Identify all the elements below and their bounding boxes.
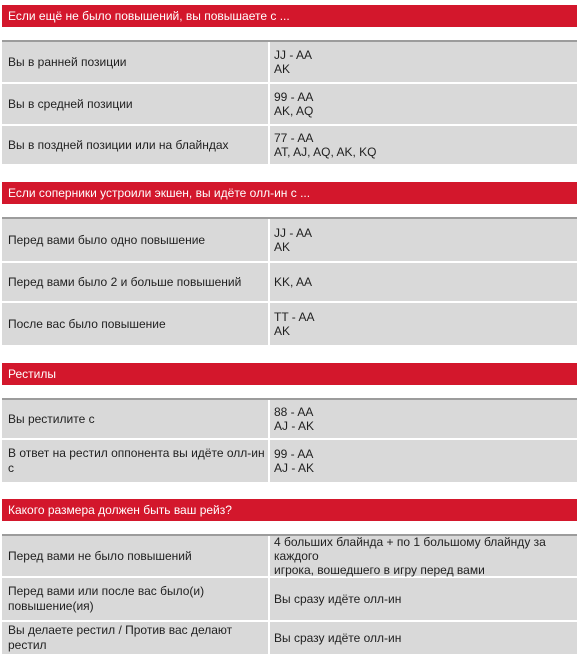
row-value (270, 400, 577, 438)
table-row (2, 622, 577, 654)
table-row (2, 578, 577, 622)
label-line: повышение(ия) (8, 599, 94, 613)
row-label: Вы делаете рестил / Против вас делают рестил (2, 622, 270, 654)
row-value (270, 536, 577, 576)
value-line: KK, AA (274, 275, 313, 289)
row-value (270, 263, 577, 301)
row-value (270, 578, 577, 620)
section-resteals (2, 363, 577, 482)
row-value (270, 126, 577, 164)
value-line: 99 - AA (274, 90, 314, 104)
value-line: 77 - AA (274, 131, 314, 145)
table-row (2, 42, 577, 84)
section-header: Если ещё не было повышений, вы повышаете с ... (2, 5, 577, 27)
value-line: 88 - AA (274, 405, 314, 419)
section-table (2, 534, 577, 654)
value-line: 99 - AA (274, 447, 314, 461)
row-value (270, 42, 577, 82)
value-line: JJ - AA (274, 226, 313, 240)
value-line: AK (274, 240, 291, 254)
row-value (270, 440, 577, 482)
row-label: Вы в средней позиции (2, 84, 270, 124)
row-label: Перед вами было 2 и больше повышений (2, 263, 270, 301)
value-line: JJ - AA (274, 48, 313, 62)
row-label: Вы в ранней позиции (2, 42, 270, 82)
table-row (2, 263, 577, 303)
row-label: Вы в поздней позиции или на блайндах (2, 126, 270, 164)
row-value (270, 219, 577, 261)
section-table (2, 40, 577, 164)
table-row (2, 126, 577, 164)
value-line: AJ - AK (274, 461, 315, 475)
row-value (270, 303, 577, 345)
value-line: AK (274, 62, 291, 76)
section-raise-size (2, 499, 577, 654)
section-header: Какого размера должен быть ваш рейз? (2, 499, 577, 521)
section-header: Рестилы (2, 363, 577, 385)
section-open-raise (2, 5, 577, 164)
row-label: В ответ на рестил оппонента вы идёте олл-ин с (2, 440, 270, 482)
row-label: Перед вами не было повышений (2, 536, 270, 576)
row-label (2, 578, 270, 620)
label-line: Перед вами или после вас было(и) (8, 584, 205, 598)
section-table (2, 217, 577, 345)
table-row (2, 84, 577, 126)
value-line: Вы сразу идёте олл-ин (274, 592, 402, 606)
row-label: После вас было повышение (2, 303, 270, 345)
value-line: AK, AQ (274, 104, 314, 118)
row-value (270, 84, 577, 124)
value-line: Вы сразу идёте олл-ин (274, 631, 402, 645)
table-row (2, 303, 577, 345)
value-line: AK (274, 324, 291, 338)
row-label: Перед вами было одно повышение (2, 219, 270, 261)
row-value (270, 622, 577, 654)
value-line: игрока, вошедшего в игру перед вами (274, 563, 485, 577)
section-header: Если соперники устроили экшен, вы идёте олл-ин с ... (2, 182, 577, 204)
table-row (2, 219, 577, 263)
row-label: Вы рестилите с (2, 400, 270, 438)
table-row (2, 440, 577, 482)
section-all-in-vs-action (2, 182, 577, 345)
value-line: TT - AA (274, 310, 315, 324)
table-row (2, 536, 577, 578)
table-row (2, 400, 577, 440)
value-line: AT, AJ, AQ, AK, KQ (274, 145, 377, 159)
value-line: 4 больших блайнда + по 1 большому блайнду за каждого (274, 535, 546, 563)
value-line: AJ - AK (274, 419, 315, 433)
section-table (2, 398, 577, 482)
